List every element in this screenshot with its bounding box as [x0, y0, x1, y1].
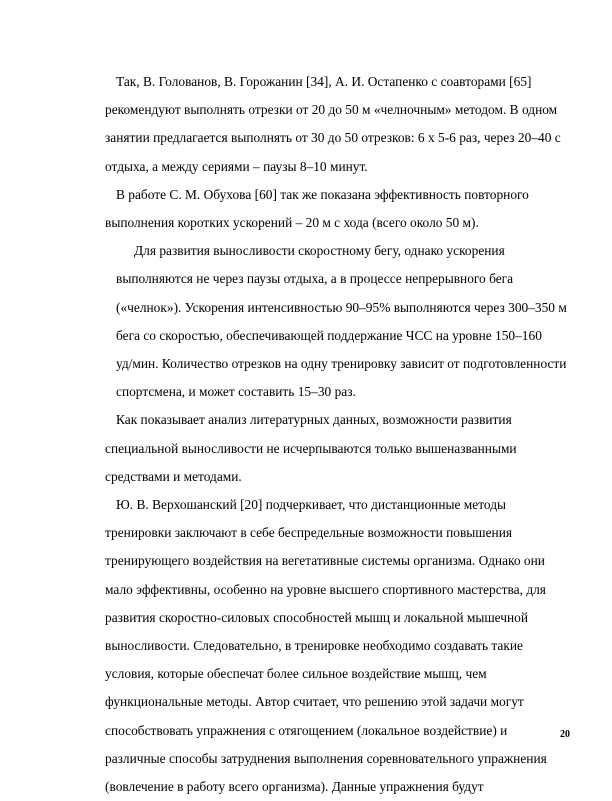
text-line: различные способы затруднения выполнения соревновательного упражнения — [105, 750, 547, 766]
text-line: способствовать упражнения с отягощением (локальное воздействие) и — [105, 722, 508, 738]
text-line: тренирующего воздействия на вегетативные системы организма. Однако они — [105, 553, 545, 569]
text-line: специальной выносливости не исчерпываются только вышеназванными — [105, 440, 517, 456]
text-line: бега со скоростью, обеспечивающей поддержание ЧСС на уровне 150–160 — [116, 327, 542, 343]
text-line: выполняются не через паузы отдыха, а в процессе непрерывного бега — [116, 271, 514, 287]
text-line: Так, В. Голованов, В. Горожанин [34], А. И. Остапенко с соавторами [65] — [116, 74, 532, 89]
page-number: 20 — [560, 729, 570, 740]
text-line: функциональные методы. Автор считает, что решению этой задачи могут — [105, 694, 524, 710]
text-line: («челнок»). Ускорения интенсивностью 90–95% выполняются через 300–350 м — [116, 299, 567, 315]
text-line: развития скоростно-силовых способностей мышц и локальной мышечной — [105, 609, 529, 625]
text-line: рекомендуют выполнять отрезки от 20 до 50 м «челночным» методом. В одном — [105, 102, 558, 118]
text-line: В работе С. М. Обухова [60] так же показана эффективность повторного — [116, 186, 529, 202]
text-line: выполнения коротких ускорений – 20 м с хода (всего около 50 м). — [105, 215, 479, 231]
text-line: мало эффективны, особенно на уровне высшего спортивного мастерства, для — [105, 581, 546, 597]
text-line: спортсмена, и может составить 15–30 раз. — [116, 384, 356, 400]
text-line: (вовлечение в работу всего организма). Данные упражнения будут — [105, 779, 484, 795]
text-line: отдыха, а между сериями – паузы 8–10 минут. — [105, 158, 368, 174]
text-line: уд/мин. Количество отрезков на одну тренировку зависит от подготовленности — [116, 356, 567, 372]
text-line: выносливости. Следовательно, в тренировке необходимо создавать такие — [105, 638, 523, 654]
text-line: Для развития выносливости скоростному бегу, однако ускорения — [134, 243, 505, 259]
text-line: Ю. В. Верхошанский [20] подчеркивает, что дистанционные методы — [116, 497, 507, 513]
text-line: Как показывает анализ литературных данных, возможности развития — [116, 412, 512, 428]
text-line: занятии предлагается выполнять от 30 до 50 отрезков: 6 х 5-6 раз, через 20–40 с — [105, 130, 561, 146]
body-text — [105, 68, 570, 801]
text-line: средствами и методами. — [105, 468, 242, 484]
text-line: условия, которые обеспечат более сильное воздействие мышц, чем — [105, 666, 487, 682]
text-line: тренировки заключают в себе беспредельные возможности повышения — [105, 525, 513, 541]
